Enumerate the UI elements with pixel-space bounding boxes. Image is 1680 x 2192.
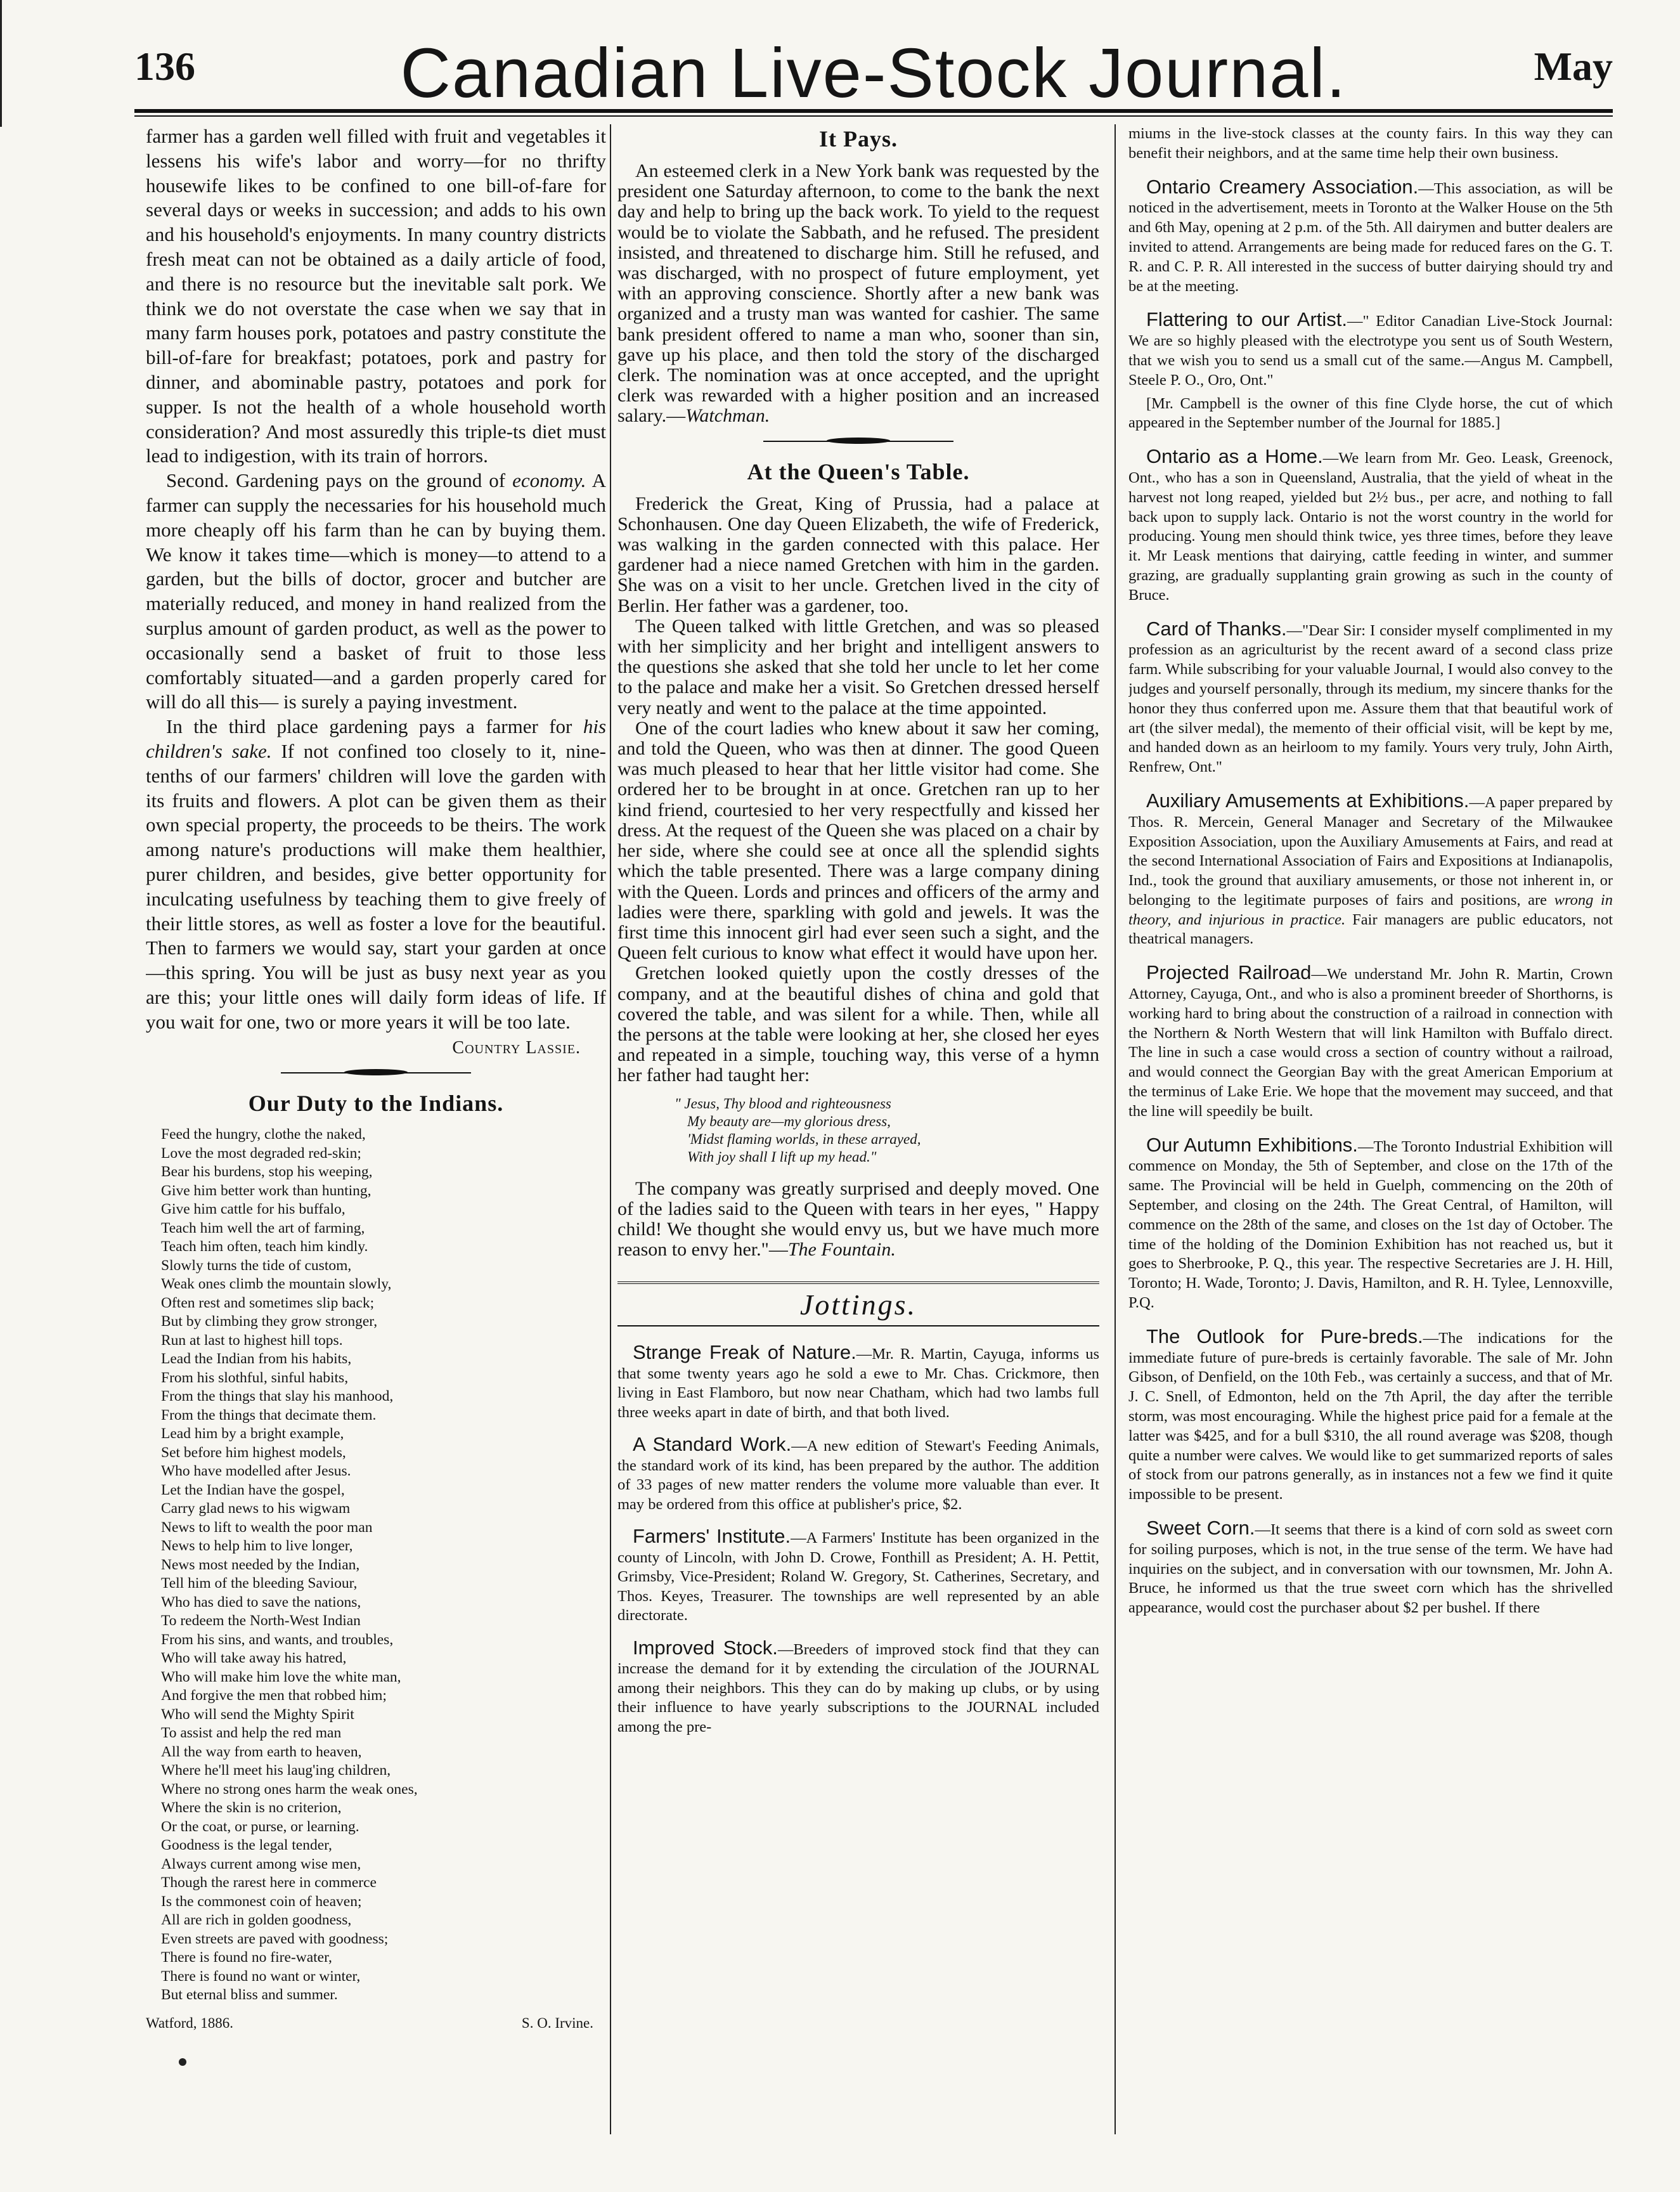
poem-line: Let the Indian have the gospel, (161, 1481, 345, 1498)
poem-line: News to help him to live longer, (161, 1538, 353, 1555)
poem-line: To redeem the North-West Indian (161, 1612, 361, 1630)
article-paragraph: farmer has a garden well filled with fruit and vegetables it lessens his wife's labor and worry—for no thrifty housewife likes to be confined to one bill-of-fare for several days or weeks in succession; and adds to his own and his household's enjoyments. In many country districts fresh meat can not be obtained as a daily article of food, and there is no resource but the inevitable salt pork. We think we do not overstate the case when we say that in many farm houses pork, potatoes and pastry constitute the bill-of-fare for breakfast; potatoes, pork and pastry for dinner, and abominable pastry, potatoes and pork for supper. Is not the health of a whole household worth consideration? And most assuredly this triple-ts diet must lead to indigestion, with its train of horrors. (146, 125, 606, 467)
article-paragraph: Frederick the Great, King of Prussia, had a palace at Schonhausen. One day Queen Elizabeth, the wife of Frederick, was walking in the garden connected with this palace. Her gardener had a niece named Gretchen with him in the garden. She was on a visit to her uncle. Gretchen lived in the city of Berlin. Her father was a gardener, too. (617, 493, 1099, 616)
text-run: Fair managers are public educators, not theatrical managers. (1128, 911, 1613, 948)
emphasis: economy. (512, 469, 586, 492)
emphasis: his children's sake. (146, 715, 606, 762)
text-run: A farmer can supply the necessaries for his household much more cheaply off his farm than he can by buying them. We know it takes time—which is money—to attend to a garden, but the bills of doctor, grocer and butcher are materially reduced, and money in hand realized from the surplus amount of garden product, as well as the power to occasionally send a basket of fruit to those less comfortably situated—and a garden properly cared for will do all this— is surely a paying investment. (146, 469, 606, 713)
scan-edge-line (0, 0, 2, 127)
column-1 (146, 124, 606, 2134)
source-credit: Watchman. (685, 405, 770, 427)
poem-line: Bear his burdens, stop his weeping, (161, 1164, 373, 1181)
poem-line: Who will make him love the white man, (161, 1668, 401, 1685)
jotting-heading: Strange Freak of Nature. (633, 1341, 856, 1364)
poem-line: Teach him well the art of farming, (161, 1219, 365, 1236)
news-item (1128, 619, 1613, 777)
poem-footer (146, 2015, 593, 2032)
text-run: —The indications for the immediate future of pure-breds is certainly favorable. The sale of Mr. John Gibson, of Denfield, on the 10th Feb., was certainly a success, and that of Mr. J. C. Snell, of Edmonton, held on the 7th April, the day after the terrible storm, was most encouraging. While the highest price paid for a female at the latter was $425, and for a bull $310, the all round average was $208, though quite a number were calves. We would like to get summarized reports of sales of stock from our patrons generally, as in instances not a few we find it quite impossible to be present. (1128, 1329, 1613, 1503)
poem-line: Love the most degraded red-skin; (161, 1145, 361, 1162)
article-signature: Country Lassie. (452, 1038, 581, 1058)
news-item (1128, 310, 1613, 390)
section-separator (281, 1072, 471, 1082)
text-run: In the third place gardening pays a farmer for (166, 715, 572, 738)
poem-line: Tell him of the bleeding Saviour, (161, 1575, 358, 1592)
poem-line: Give him cattle for his buffalo, (161, 1201, 346, 1218)
poem-line: All the way from earth to heaven, (161, 1743, 362, 1760)
news-heading: Flattering to our Artist. (1146, 308, 1348, 331)
poem-line: News most needed by the Indian, (161, 1556, 360, 1573)
poem-line: Slowly turns the tide of custom, (161, 1257, 352, 1274)
poem-line: Teach him often, teach him kindly. (161, 1238, 368, 1255)
poem-line: Where no strong ones harm the weak ones, (161, 1780, 418, 1798)
news-heading: Sweet Corn. (1146, 1517, 1255, 1539)
article-paragraph: The Queen talked with little Gretchen, and was so pleased with her simplicity and her bright and intelligent answers to the questions she asked that she told her uncle to let her come to the palace and make her a visit. So Gretchen dressed herself very neatly and went to the palace at the time appointed. (617, 615, 1099, 718)
section-title: At the Queen's Table. (747, 458, 970, 484)
article-paragraph (146, 469, 606, 715)
poem-line: News to lift to wealth the poor man (161, 1519, 373, 1536)
text-run: —This association, as will be noticed in the advertisement, meets in Toronto at the Walker House on the 5th and 6th May, opening at 2 p.m. of the 5th. All dairymen and butter dealers are invited to attend. Arrangements are being made for reduced fares on the G. T. R. and C. P. R. All interested in the success of butter dairying should try and be at the meeting. (1128, 179, 1613, 295)
poem-line: Is the commonest coin of heaven; (161, 1893, 362, 1910)
text-run: —A paper prepared by Thos. R. Mercein, General Manager and Secretary of the Milwaukee Exposition Association, upon the Auxiliary Amusements at Fairs, and read at the second International Association of Fairs and Expositions at Indianapolis, Ind., took the ground that auxiliary amusements, or those not inherent in, or belonging to the legitimate purposes of fairs and positions, are (1128, 793, 1613, 909)
page-number: 136 (134, 44, 195, 89)
issue-month: May (1534, 44, 1613, 89)
text-run: The company was greatly surprised and deeply moved. One of the ladies said to the Queen with tears in her eyes, " Happy child! We thought she would envy us, but we have much more reason to envy her."— (617, 1177, 1099, 1261)
text-run: —"Dear Sir: I consider myself complimented in my profession as an agriculturist by the recent award of a second class prize farm. While subscribing for your valuable Journal, I would also convey to the judges and yourself personally, through its medium, my sincere thanks for the honor they thus conferred upon me. Assure them that that beautiful work of art (the silver medal), the memento of their official visit, will be kept by me, and handed down as an heirloom to my family. Yours very truly, John Airth, Renfrew, Ont." (1128, 621, 1613, 776)
text-run: —" Editor Canadian Live-Stock Journal: We are so highly pleased with the electrotype you sent us of South Western, that we wish you to send us a small cut of the same.—Angus M. Campbell, Steele P. O., Oro, Ont." (1128, 313, 1613, 389)
masthead-rule (134, 109, 1613, 117)
masthead (134, 34, 1613, 112)
poem-line: From his slothful, sinful habits, (161, 1369, 349, 1386)
jotting-item (617, 1435, 1099, 1514)
column-2 (617, 124, 1099, 2134)
poem-line: From the things that decimate them. (161, 1406, 377, 1424)
hymn-verse (675, 1095, 1099, 1166)
hymn-line: With joy shall I lift up my head." (687, 1148, 877, 1165)
text-run: An esteemed clerk in a New York bank was requested by the president one Saturday afternoon, to come to the bank the next day and help to bring up the back work. To yield to the request would be to violate the Sabbath, and he refused. The president insisted, and threatened to discharge him. Still he refused, and was discharged, with no prospect of future employment, yet with an approving conscience. Shortly after a new bank was organized and a trusty man was wanted for cashier. The same bank president offered to name a man who, sooner than sin, gave up his place, and then told the story of the discharged clerk. The nomination was at once accepted, and the upright clerk was rewarded with a higher position and an increased salary.— (617, 160, 1099, 427)
text-run: —The Toronto Industrial Exhibition will commence on Monday, the 5th of September, and close on the 17th of the same. The Provincial will be held in Guelph, commencing on the 20th of September, and closing on the 24th. The Great Central, of Hamilton, will commence on the 28th of the same, and closes on the 1st day of October. The time of the holding of the Dominion Exhibition has not reached us, but it goes to Sherbrooke, P. Q., this year. The respective Secretaries are J. H. Hill, Toronto; H. Wade, Toronto; J. Davis, Hamilton, and R. H. Tylee, Lennoxville, P.Q. (1128, 1138, 1613, 1312)
poem-line: But by climbing they grow stronger, (161, 1313, 378, 1330)
news-item (1128, 963, 1613, 1121)
news-heading: Card of Thanks. (1146, 617, 1287, 640)
text-run: —A Farmers' Institute has been organized in the county of Lincoln, with John D. Crowe, Fonthill as President; A. H. Pettit, Grimsby, Vice-President; Roland W. Gregory, St. Catherines, Secretary, and Thos. Keyes, Treasurer. The townships are well represented by an able directorate. (617, 1529, 1099, 1625)
text-run: —We learn from Mr. Geo. Leask, Greenock, Ont., who has a son in Queensland, Australia, that the yield of wheat in the harvest not long reaped, yielded but 2½ bus., per acre, and nothing to fall back upon to supply lack. Ontario is not the worst country in the world for producing. Young men should think twice, yes three times, before they leave it. Mr Leask mentions that dairying, cattle feeding in winter, and summer grazing, are gradually supplanting grain growing as such in the county of Bruce. (1128, 450, 1613, 604)
jotting-item (617, 1638, 1099, 1737)
poem-title: Our Duty to the Indians. (248, 1091, 504, 1117)
poem-line: Where he'll meet his laug'ing children, (161, 1762, 391, 1779)
news-heading: Ontario Creamery Association. (1146, 175, 1419, 198)
poem-place: Watford, 1886. (146, 2014, 234, 2031)
poem-line: Who have modelled after Jesus. (161, 1463, 351, 1480)
text-run: Second. Gardening pays on the ground of (166, 469, 506, 492)
article-paragraph (146, 715, 606, 1034)
text-run: —It seems that there is a kind of corn sold as sweet corn for soiling purposes, which is not, in the true sense of the term. We have had inquiries on the subject, and in conversation with our townsmen, Mr. John A. Bruce, he informed us that the true sweet corn which has the shrivelled appearance, would cost the purchaser about $2 per bushel. If there (1128, 1521, 1613, 1617)
jotting-item (617, 1343, 1099, 1422)
poem-line: Run at last to highest hill tops. (161, 1332, 343, 1349)
print-speck (179, 2058, 186, 2066)
poem-line: Always current among wise men, (161, 1855, 361, 1872)
hymn-line: 'Midst flaming worlds, in these arrayed, (687, 1131, 921, 1147)
column-3 (1128, 124, 1613, 2134)
news-item (1128, 791, 1613, 949)
news-item (1128, 1133, 1613, 1313)
news-heading: Auxiliary Amusements at Exhibitions. (1146, 789, 1470, 812)
column-rule (1115, 124, 1116, 2134)
poem-line: Though the rarest here in commerce (161, 1874, 377, 1891)
poem-author: S. O. Irvine. (521, 2014, 593, 2031)
journal-title: Canadian Live-Stock Journal. (400, 34, 1347, 112)
column-rule (610, 124, 611, 2134)
text-run: —We understand Mr. John R. Martin, Crown Attorney, Cayuga, Ont., and who is also a prominent breeder of Shorthorns, is working hard to bring about the construction of a railroad in connection with the Northern & North Western that will link Hamilton with Buffalo direct. The line in such a case would cross a section of country without a railroad, and would connect the Georgian Bay with the great American Emporium at the terminus of Lake Erie. We hope that the movement may succeed, and that the line will speedily be built. (1128, 966, 1613, 1120)
poem-line: All are rich in golden goodness, (161, 1912, 352, 1929)
article-paragraph (617, 161, 1099, 427)
article-paragraph (617, 1179, 1099, 1261)
news-item-note: [Mr. Campbell is the owner of this fine Clyde horse, the cut of which appeared in the September number of the Journal for 1885.] (1128, 394, 1613, 432)
hymn-line: " Jesus, Thy blood and righteousness (675, 1095, 891, 1112)
jotting-heading: A Standard Work. (633, 1433, 792, 1456)
emphasis: wrong in theory, and injurious in practice. (1128, 891, 1613, 928)
poem-line: Set before him highest models, (161, 1444, 346, 1461)
news-heading: Our Autumn Exhibitions. (1146, 1133, 1358, 1156)
text-run: —Breeders of improved stock find that they can increase the demand for it by extending the circulation of the JOURNAL among their neighbors. This they can do by making up clubs, or by using their influence to have yearly subscriptions to the JOURNAL included among the pre- (617, 1640, 1099, 1735)
poem-line: Carry glad news to his wigwam (161, 1500, 351, 1517)
text-run: —Mr. R. Martin, Cayuga, informs us that some twenty years ago he sold a ewe to Mr. Chas. Crickmore, then living in East Flamboro, but now near Chatham, which had two lambs full three weeks apart in date of birth, and that both lived. (617, 1346, 1099, 1421)
poem-line: Feed the hungry, clothe the naked, (161, 1126, 366, 1143)
poem-line: Who has died to save the nations, (161, 1593, 361, 1611)
news-heading: Ontario as a Home. (1146, 445, 1323, 468)
poem-line: To assist and help the red man (161, 1725, 342, 1742)
jotting-heading: Improved Stock. (633, 1636, 778, 1659)
poem-line: Or the coat, or purse, or learning. (161, 1818, 359, 1835)
text-run: —A new edition of Stewart's Feeding Animals, the standard work of its kind, has been prepared by the author. The addition of 33 pages of new matter renders the volume more valuable than ever. It may be ordered from this office at publisher's price, $2. (617, 1437, 1099, 1513)
poem-line: There is found no want or winter, (161, 1968, 361, 1985)
section-separator (763, 441, 953, 451)
poem-line: But eternal bliss and summer. (161, 1987, 338, 2004)
source-credit: The Fountain. (787, 1239, 896, 1261)
poem-line: From his sins, and wants, and troubles, (161, 1631, 394, 1648)
section-title: It Pays. (819, 126, 898, 152)
news-heading: The Outlook for Pure-breds. (1146, 1325, 1423, 1347)
poem-line: Who will send the Mighty Spirit (161, 1706, 354, 1723)
hymn-line: My beauty are—my glorious dress, (687, 1113, 891, 1129)
poem-line: Who will take away his hatred, (161, 1650, 347, 1667)
poem-line: There is found no fire-water, (161, 1949, 332, 1966)
news-item (1128, 175, 1613, 297)
news-item (1128, 1327, 1613, 1505)
article-paragraph: Gretchen looked quietly upon the costly dresses of the company, and at the beautiful dishes of china and gold that covered the table, and was silent for a while. Then, while all the persons at the table were looking at her, she closed her eyes and repeated in a simple, touching way, this verse of a hymn her father had taught her: (617, 963, 1099, 1086)
jottings-title: Jottings. (799, 1288, 917, 1321)
poem-line: Give him better work than hunting, (161, 1182, 372, 1199)
article-paragraph: One of the court ladies who knew about it saw her coming, and told the Queen, who was then at dinner. The good Queen was much pleased to hear that her little visitor had come. She ordered her to be brought in at once. Gretchen ran up to her kind friend, courtesied to her very respectfully and kissed her dress. At the request of the Queen she was placed on a chair by her side, where she could see at once all the splendid sights which the table presented. There was a large company dining with the Queen. Lords and princes and officers of the army and ladies were there, sparkling with gold and jewels. It was the first time this innocent girl had ever seen such a sight, and the Queen felt curious to know what effect it would have upon her. (617, 717, 1099, 964)
poem-line: Lead the Indian from his habits, (161, 1351, 352, 1368)
news-item (1128, 447, 1613, 605)
poem-line: From the things that slay his manhood, (161, 1388, 394, 1405)
poem-line: Goodness is the legal tender, (161, 1837, 332, 1854)
jottings-banner (617, 1281, 1099, 1326)
poem-line: Where the skin is no criterion, (161, 1800, 342, 1817)
text-run: If not confined too closely to it, nine-tenths of our farmers' children will love the garden with its fruits and flowers. A plot can be given them as their own special property, the proceeds to be theirs. The work among nature's productions will make them healthier, purer children, and besides, give better opportunity for inculcating usefulness by teaching them to give freely of their little stores, as well as foster a love for the beautiful. Then to farmers we would say, start your garden at once—this spring. You will be just as busy next year as you are this; your little ones will daily form ideas of life. If you wait for one, two or more years it will be too late. (146, 739, 606, 1033)
poem-line: Often rest and sometimes slip back; (161, 1294, 375, 1311)
news-item (1128, 1519, 1613, 1618)
poem-line: Weak ones climb the mountain slowly, (161, 1276, 392, 1293)
news-heading: Projected Railroad (1146, 961, 1312, 984)
jotting-heading: Farmers' Institute. (633, 1525, 791, 1548)
continued-paragraph: miums in the live-stock classes at the county fairs. In this way they can benefit their neighbors, and at the same time help their own business. (1128, 125, 1613, 162)
poem-body (161, 1125, 606, 2005)
poem-line: And forgive the men that robbed him; (161, 1687, 387, 1704)
poem-line: Lead him by a bright example, (161, 1425, 344, 1443)
poem-line: Even streets are paved with goodness; (161, 1930, 389, 1947)
jotting-item (617, 1527, 1099, 1626)
